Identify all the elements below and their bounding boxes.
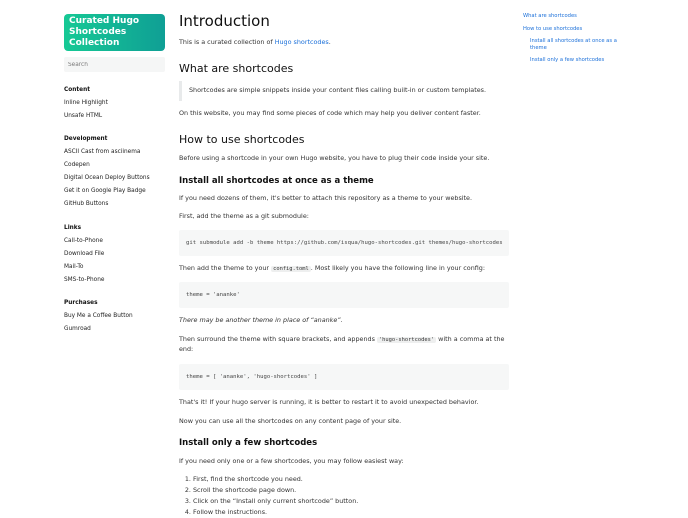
menu-section-content [64, 87, 108, 126]
first-paragraph: First, add the theme as a git submodule: [179, 212, 309, 220]
then-paragraph [179, 264, 509, 274]
menu-item-inline-highlight[interactable]: Inline Highlight [64, 100, 108, 106]
list-item: 2. Scroll the shortcode page down. [193, 485, 358, 496]
menu-item-digital-ocean[interactable]: Digital Ocean Deploy Buttons [64, 175, 150, 181]
heading-install-all: Install all shortcodes at once as a theme [179, 176, 374, 186]
table-of-contents [523, 13, 633, 70]
dozens-paragraph: If you need dozens of them, it's better to attach this repository as a theme to your website. [179, 194, 473, 202]
list-item: 3. Click on the “Install only current shortcode” button. [193, 496, 358, 507]
list-item: 4. Follow the instructions. [193, 507, 358, 518]
sidebar [0, 0, 172, 512]
toc-link-what-are-shortcodes[interactable]: What are shortcodes [523, 13, 577, 19]
intro-paragraph [179, 38, 509, 47]
menu-item-sms-to-phone[interactable]: SMS-to-Phone [64, 277, 105, 283]
shortcodes-blockquote: Shortcodes are simple snippets inside your content files calling built-in or custom templates. [179, 81, 509, 101]
toc-link-install-all[interactable]: Install all shortcodes at once as a theme [530, 38, 617, 51]
heading-install-few: Install only a few shortcodes [179, 438, 318, 448]
hugo-shortcodes-link[interactable]: Hugo shortcodes [274, 38, 329, 46]
menu-item-github-buttons[interactable]: GitHub Buttons [64, 201, 109, 207]
surround-prefix: Then surround the theme with square brackets, and appends [179, 335, 377, 343]
menu-item-mail-to[interactable]: Mail-To [64, 264, 84, 270]
menu-title-links: Links [64, 225, 82, 231]
page-title: Introduction [179, 12, 270, 30]
menu-item-gumroad[interactable]: Gumroad [64, 326, 91, 332]
menu-item-codepen[interactable]: Codepen [64, 162, 90, 168]
list-item: 1. First, find the shortcode you need. [193, 474, 358, 485]
intro-prefix: This is a curated collection of [179, 38, 275, 46]
toc-link-install-few[interactable]: Install only a few shortcodes [530, 57, 605, 63]
menu-title-purchases: Purchases [64, 300, 98, 306]
maybe-paragraph: There may be another theme in place of “ananke”. [179, 316, 343, 324]
code-block-theme-list[interactable]: theme = [ 'ananke', 'hugo-shortcodes' ] [179, 364, 509, 390]
code-block-submodule[interactable]: git submodule add -b theme https://github.com/isqua/hugo-shortcodes.git themes/hugo-shortcodes [179, 230, 509, 256]
menu-section-links [64, 225, 104, 290]
surround-suffix: with a comma at the end: [179, 335, 505, 353]
inline-code-hugo-shortcodes: 'hugo-shortcodes' [378, 337, 435, 343]
menu-item-buy-me-a-coffee[interactable]: Buy Me a Coffee Button [64, 313, 133, 319]
menu-item-google-play[interactable]: Get it on Google Play Badge [64, 188, 146, 194]
heading-what-are-shortcodes: What are shortcodes [179, 62, 294, 75]
before-paragraph: Before using a shortcode in your own Hugo website, you have to plug their code inside your site. [179, 154, 490, 162]
surround-paragraph [179, 335, 509, 354]
heading-how-to-use: How to use shortcodes [179, 133, 305, 146]
website-paragraph: On this website, you may find some pieces of code which may help you deliver content faster. [179, 109, 481, 117]
then-suffix: . Most likely you have the following line in your config: [310, 264, 485, 272]
code-block-theme[interactable]: theme = 'ananke' [179, 282, 509, 308]
intro-suffix: . [328, 38, 331, 46]
menu-section-purchases [64, 300, 133, 339]
menu-section-development [64, 136, 150, 214]
menu-title-development: Development [64, 136, 108, 142]
then-prefix: Then add the theme to your [179, 264, 272, 272]
toc-link-how-to-use[interactable]: How to use shortcodes [523, 25, 583, 32]
one-paragraph: If you need only one or a few shortcodes, you may follow easiest way: [179, 457, 404, 465]
menu-item-download-file[interactable]: Download File [64, 251, 105, 257]
now-paragraph: Now you can use all the shortcodes on any content page of your site. [179, 417, 402, 425]
menu-item-asciinema[interactable]: ASCII Cast from asciinema [64, 149, 141, 155]
menu-title-content: Content [64, 87, 90, 93]
thats-it-paragraph: That's it! If your hugo server is running, it is better to restart it to avoid unexpected behavior. [179, 398, 479, 406]
site-logo[interactable]: Curated Hugo Shortcodes Collection [64, 14, 165, 51]
install-steps-list [179, 474, 358, 518]
inline-code-config: config.toml [273, 266, 309, 272]
menu-item-call-to-phone[interactable]: Call-to-Phone [64, 238, 103, 244]
menu-item-unsafe-html[interactable]: Unsafe HTML [64, 113, 103, 119]
search-input[interactable] [64, 57, 165, 72]
